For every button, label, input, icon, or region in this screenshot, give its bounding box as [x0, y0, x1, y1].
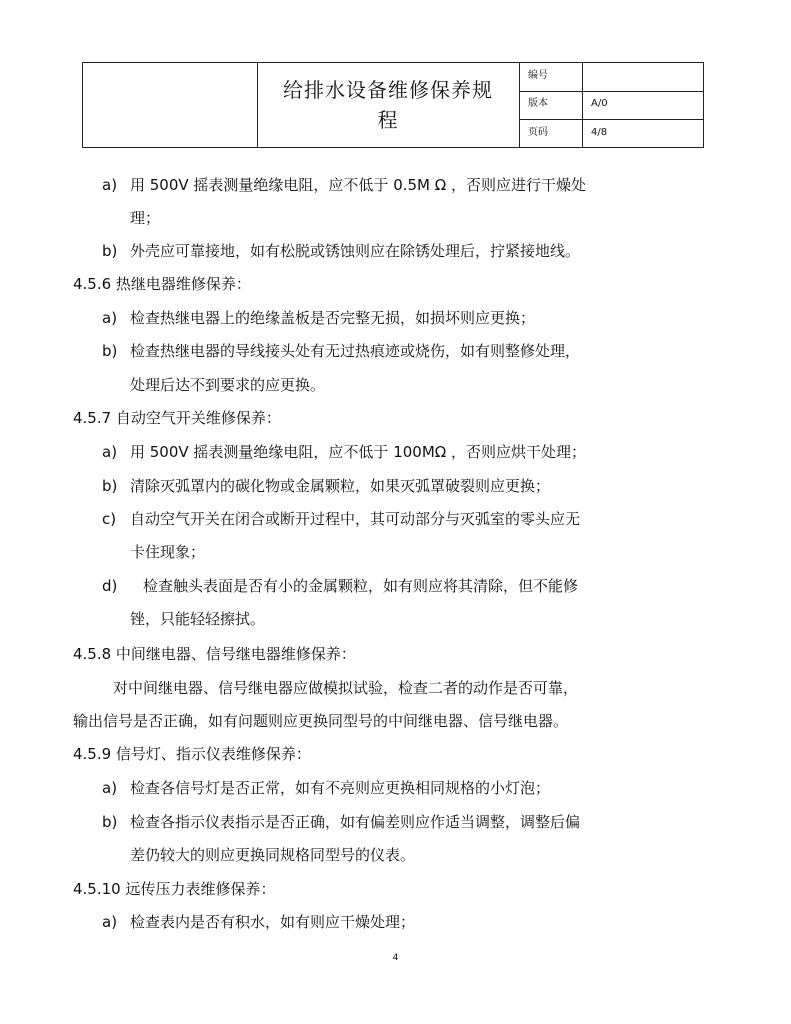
list-item-text: 用 500V 摇表测量绝缘电阻，应不低于 0.5M Ω ，否则应进行干燥处: [130, 176, 586, 194]
document-title-line: 程: [377, 108, 399, 132]
list-item-text: 检查各指示仪表指示是否正确，如有偏差则应作适当调整，调整后偏: [130, 813, 581, 831]
list-item-text: 检查表内是否有积水，如有则应干燥处理；: [130, 913, 416, 931]
page-value: 4/8: [591, 127, 608, 138]
list-item-text: 差仍较大的则应更换同规格同型号的仪表。: [130, 846, 416, 864]
list-marker: b): [102, 342, 118, 360]
list-marker: a): [102, 443, 118, 461]
section-heading: 4.5.10 远传压力表维修保养：: [73, 880, 276, 898]
paragraph-text: 对中间继电器、信号继电器应做模拟试验，检查二者的动作是否可靠，: [113, 679, 579, 697]
version-value: A/0: [591, 98, 608, 109]
header-divider: [582, 63, 583, 147]
section-heading: 4.5.8 中间继电器、信号继电器维修保养：: [73, 645, 356, 663]
list-item-text: 理；: [130, 209, 161, 227]
list-item-text: 检查热继电器上的绝缘盖板是否完整无损，如损坏则应更换；: [130, 309, 536, 327]
section-heading: 4.5.7 自动空气开关维修保养：: [73, 409, 281, 427]
list-marker: c): [102, 510, 117, 528]
version-label: 版本: [528, 98, 548, 109]
list-marker: b): [102, 477, 118, 495]
section-heading: 4.5.9 信号灯、指示仪表维修保养：: [73, 745, 311, 763]
header-divider: [519, 63, 520, 147]
header-divider: [519, 91, 703, 92]
header-divider: [519, 119, 703, 120]
list-marker: d): [102, 577, 118, 595]
list-item-text: 处理后达不到要求的应更换。: [130, 376, 326, 394]
list-item-text: 自动空气开关在闭合或断开过程中，其可动部分与灭弧室的零头应无: [130, 510, 581, 528]
list-marker: a): [102, 913, 118, 931]
list-item-text: 清除灭弧罩内的碳化物或金属颗粒，如果灭弧罩破裂则应更换；: [130, 477, 551, 495]
list-marker: b): [102, 242, 118, 260]
document-title: [257, 75, 519, 135]
list-item-text: 检查热继电器的导线接头处有无过热痕迹或烧伤，如有则整修处理，: [130, 342, 581, 360]
list-item-text: 外壳应可靠接地，如有松脱或锈蚀则应在除锈处理后，拧紧接地线。: [130, 242, 581, 260]
page-label: 页码: [528, 127, 548, 138]
document-title-line: 给排水设备维修保养规: [283, 78, 493, 102]
list-item-text: 检查各信号灯是否正常，如有不亮则应更换相同规格的小灯泡；: [130, 779, 551, 797]
list-marker: a): [102, 176, 118, 194]
list-item-text: 用 500V 摇表测量绝缘电阻，应不低于 100MΩ ，否则应烘干处理；: [130, 443, 587, 461]
list-item-text: 卡住现象；: [130, 543, 206, 561]
paragraph-text: 输出信号是否正确，如有问题则应更换同型号的中间继电器、信号继电器。: [73, 712, 569, 730]
page-number: 4: [392, 953, 399, 963]
doc-number-label: 编号: [528, 70, 548, 81]
list-item-text: 检查触头表面是否有小的金属颗粒，如有则应将其清除，但不能修: [143, 577, 579, 595]
list-item-text: 锉，只能轻轻擦拭。: [130, 610, 266, 628]
section-heading: 4.5.6 热继电器维修保养：: [73, 275, 251, 293]
document-header-table: [82, 62, 704, 148]
list-marker: b): [102, 813, 118, 831]
list-marker: a): [102, 779, 118, 797]
list-marker: a): [102, 309, 118, 327]
